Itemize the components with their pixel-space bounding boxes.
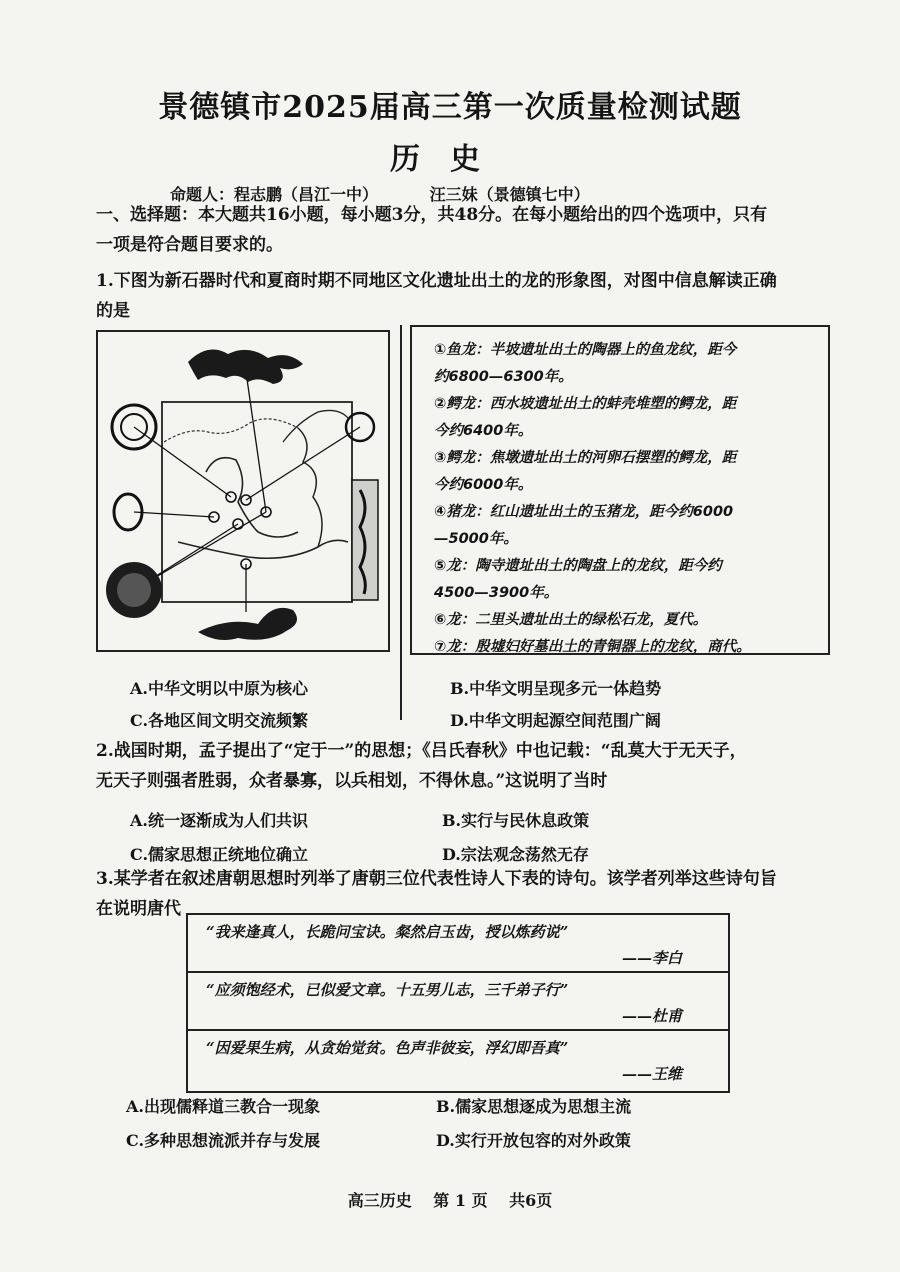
- q3-option-d[interactable]: D.实行开放包容的对外政策: [436, 1131, 631, 1150]
- map-border: [164, 419, 298, 442]
- legend-line: —5000年。: [434, 531, 518, 547]
- q2-option-a[interactable]: A.统一逐渐成为人们共识: [130, 811, 308, 830]
- poem-author: ——杜甫: [621, 1007, 682, 1025]
- connector-line: [246, 372, 266, 512]
- dragon-legend-box: [410, 325, 830, 655]
- q1-option-a[interactable]: A.中华文明以中原为核心: [130, 679, 308, 698]
- legend-line: ①鱼龙：半坡遗址出土的陶器上的鱼龙纹，距今: [434, 342, 737, 358]
- dragon-map-illustration: [98, 332, 388, 650]
- legend-line: ②鳄龙：西水坡遗址出土的蚌壳堆塑的鳄龙，距: [434, 396, 737, 412]
- poem-author: ——李白: [621, 949, 682, 967]
- q2-option-b[interactable]: B.实行与民休息政策: [442, 811, 590, 830]
- dragon-image-bottom: [198, 608, 297, 640]
- footer-course: 高三历史: [347, 1191, 412, 1210]
- page-footer: [0, 1188, 900, 1211]
- map-frame: [162, 402, 352, 602]
- legend-line: 4500—3900年。: [434, 585, 559, 601]
- poem-row: [188, 973, 728, 1031]
- q3-option-c[interactable]: C.多种思想流派并存与发展: [126, 1131, 321, 1150]
- poem-author: ——王维: [621, 1065, 682, 1083]
- q3-option-b[interactable]: B.儒家思想逐成为思想主流: [436, 1097, 632, 1116]
- section-instructions: [96, 200, 767, 260]
- coast-north: [283, 410, 348, 442]
- legend-line: 约6800—6300年。: [434, 369, 573, 385]
- q3-option-a[interactable]: A.出现儒释道三教合一现象: [126, 1097, 320, 1116]
- q2-stem: [96, 736, 747, 796]
- poem-text: “应须饱经术，已似爱文章。十五男儿志，三千弟子行”: [206, 981, 569, 999]
- q1-stem-line-1: 1.下图为新石器时代和夏商时期不同地区文化遗址出土的龙的形象图，对图中信息解读正确: [96, 271, 777, 291]
- q1-stem: [96, 266, 777, 326]
- footer-page-number: 第 1 页: [433, 1191, 488, 1210]
- exam-title: 景德镇市2025届高三第一次质量检测试题: [158, 90, 742, 125]
- connector-line: [134, 427, 231, 497]
- q2-option-c[interactable]: C.儒家思想正统地位确立: [130, 845, 309, 864]
- q2-option-d[interactable]: D.宗法观念荡然无存: [442, 845, 589, 864]
- legend-line: 今约6400年。: [434, 423, 533, 439]
- legend-line: ⑥龙：二里头遗址出土的绿松石龙，夏代。: [434, 612, 708, 628]
- q1-option-b[interactable]: B.中华文明呈现多元一体趋势: [450, 679, 662, 698]
- legend-line: ③鳄龙：焦墩遗址出土的河卵石摆塑的鳄龙，距: [434, 450, 737, 466]
- q3-stem-line-1: 3.某学者在叙述唐朝思想时列举了唐朝三位代表性诗人下表的诗句。该学者列举这些诗句旨: [96, 869, 777, 889]
- section-line-1: 一、选择题：本大题共16小题，每小题3分，共48分。在每小题给出的四个选项中，只有: [96, 205, 768, 225]
- yellow-river: [206, 458, 298, 537]
- poem-row: [188, 1031, 728, 1091]
- coastline: [298, 428, 322, 547]
- footer-total-pages: 共6页: [509, 1191, 553, 1210]
- q2-stem-line-1: 2.战国时期，孟子提出了“定于一”的思想；《吕氏春秋》中也记载：“乱莫大于无天子，: [96, 741, 747, 761]
- connector-line: [134, 512, 214, 517]
- poem-text: “我来逢真人，长跪问宝诀。粲然启玉齿，授以炼药说”: [206, 923, 569, 941]
- q1-option-d[interactable]: D.中华文明起源空间范围广阔: [450, 711, 661, 730]
- connector-line: [246, 427, 360, 500]
- author-2: 汪三妹（景德镇七中）: [429, 185, 590, 204]
- legend-line: ⑦龙：殷墟妇好墓出土的青铜器上的龙纹，商代。: [434, 639, 751, 655]
- poem-row: [188, 915, 728, 973]
- dragon-map-figure: [96, 330, 390, 652]
- poem-table: [186, 913, 730, 1093]
- section-line-2: 一项是符合题目要求的。: [96, 235, 283, 255]
- poem-text: “因爱果生病，从贪始觉贫。色声非彼妄，浮幻即吾真”: [206, 1039, 569, 1057]
- figure-divider: [400, 325, 402, 720]
- subject-title: 历史: [390, 142, 510, 177]
- dragon-image-top: [188, 350, 303, 385]
- q3-stem-line-2: 在说明唐代: [96, 899, 181, 919]
- legend-line: 今约6000年。: [434, 477, 533, 493]
- author-1: 命题人：程志鹏（昌江一中）: [170, 185, 379, 204]
- legend-line: ④猪龙：红山遗址出土的玉猪龙，距今约6000: [434, 504, 734, 520]
- q1-option-c[interactable]: C.各地区间文明交流频繁: [130, 711, 309, 730]
- legend-line: ⑤龙：陶寺遗址出土的陶盘上的龙纹，距今约: [434, 558, 722, 574]
- q2-stem-line-2: 无天子则强者胜弱，众者暴寡，以兵相划，不得休息。”这说明了当时: [96, 771, 608, 791]
- q1-stem-line-2: 的是: [96, 301, 130, 321]
- dragon-plate-inner: [117, 573, 151, 607]
